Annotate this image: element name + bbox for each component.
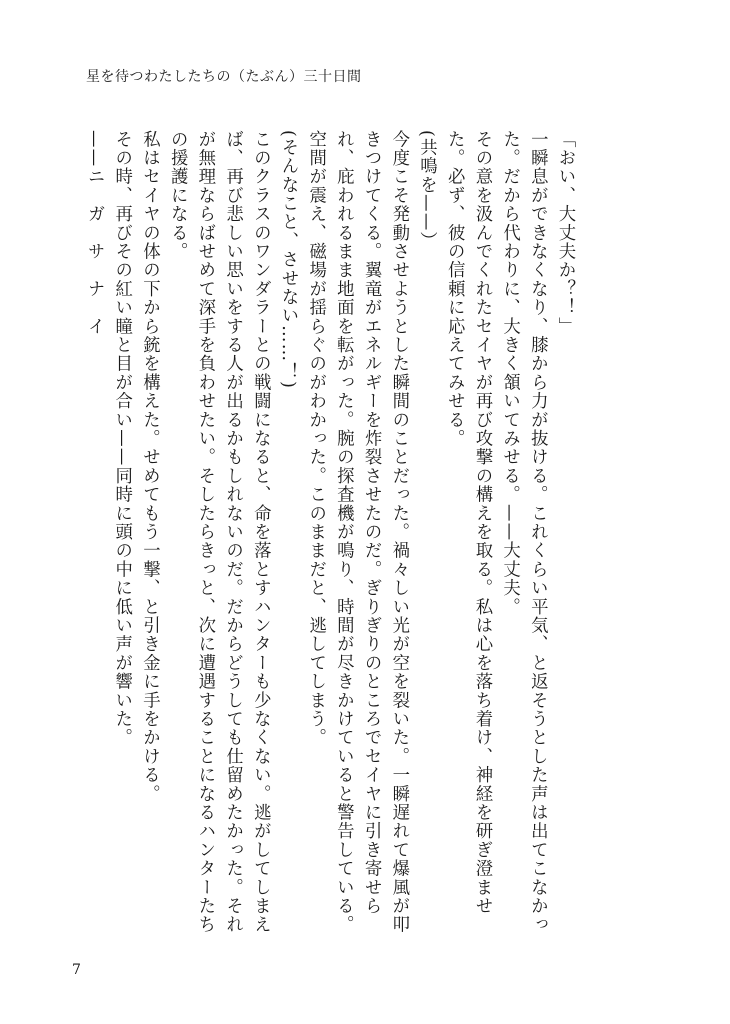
novel-body-text	[84, 130, 578, 940]
paragraph: その意を汲んでくれたセイヤが再び攻撃の構えを取る。私は心を落ち着け、神経を研ぎ澄ませた。必ず、彼の信頼に応えてみせる。	[444, 130, 492, 916]
paragraph: このクラスのワンダラーとの戦闘になると、命を落とすハンターも少なくない。逃がしてしまえば、再び悲しい思いをする人が出るかもしれないのだ。だからどうしても仕留めたかった。それが無理ならばせめて深手を負わせたい。そしたらきっと、次に遭遇することになるハンターたちの援護になる。	[167, 130, 271, 935]
paragraph: その時、再びその紅い瞳と目が合い——同時に頭の中に低い声が響いた。	[111, 130, 132, 748]
paragraph: ——ニ ガ サ ナ イ	[84, 130, 105, 336]
running-title: 星を待つわたしたちの（たぶん）三十日間	[86, 69, 362, 85]
paragraph: 一瞬息ができなくなり、膝から力が抜ける。これくらい平気、と返そうとした声は出てこなかった。だから代わりに、大きく頷いてみせる。——大丈夫。	[499, 130, 548, 935]
paragraph: (共鳴を——）	[416, 130, 437, 251]
paragraph: (そんなこと、させない……！)	[277, 130, 298, 390]
paragraph: 今度こそ発動させようとした瞬間のことだった。禍々しい光が空を裂いた。一瞬遅れて爆風が叩きつけてくる。翼竜がエネルギーを炸裂させたのだ。ぎりぎりのところでセイヤに引き寄せられ、庇われるまま地面を転がった。腕の探査機が鳴り、時間が尽きかけていると警告している。空間が震え、磁場が揺らぐのがわかった。このままだと、逃してしまう。	[305, 130, 409, 935]
paragraph: 私はセイヤの体の下から銃を構えた。せめてもう一撃、と引き金に手をかける。	[139, 130, 160, 804]
paragraph: 「おい、大丈夫か？！」	[555, 130, 575, 336]
page-number: 7	[72, 962, 81, 978]
